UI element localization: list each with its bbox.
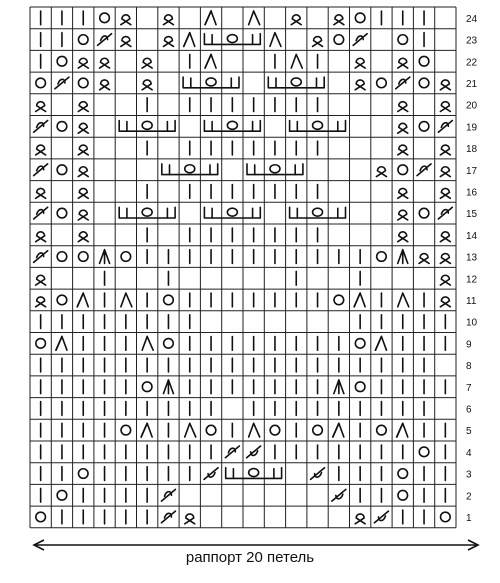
stitch-twisted-knit [398, 188, 408, 198]
stitch-yarn-over [419, 447, 429, 457]
row-number: 21 [466, 78, 478, 90]
stitch-cable-cross [204, 207, 260, 218]
row-number: 13 [466, 252, 478, 264]
stitch-cable-cross [204, 34, 260, 45]
stitch-yarn-over [121, 252, 131, 262]
stitch-yarn-over [78, 469, 88, 479]
stitch-ssk [270, 33, 281, 47]
stitch-twisted-stitch-left [225, 446, 239, 458]
stitch-yarn-over [377, 252, 387, 262]
stitch-twisted-stitch-right [247, 446, 261, 458]
stitch-twisted-stitch-left [353, 34, 367, 46]
stitch-central-double-decrease [163, 380, 173, 394]
stitch-yarn-over [78, 78, 88, 88]
stitch-twisted-stitch-left [417, 164, 431, 176]
stitch-twisted-stitch-right [204, 468, 218, 480]
stitch-yarn-over [419, 122, 429, 132]
row-number: 20 [466, 100, 478, 112]
stitch-twisted-stitch-left [396, 77, 410, 89]
stitch-yarn-over [57, 165, 67, 175]
stitch-twisted-knit [36, 145, 46, 155]
stitch-twisted-knit [142, 80, 152, 90]
stitch-yarn-over [57, 208, 67, 218]
stitch-twisted-knit [440, 102, 450, 112]
stitch-k2tog [205, 54, 216, 68]
stitch-twisted-knit [398, 58, 408, 68]
stitch-yarn-over [398, 165, 408, 175]
stitch-ssk [121, 293, 132, 307]
row-number: 1 [466, 512, 472, 524]
stitch-yarn-over [57, 252, 67, 262]
stitch-twisted-knit [78, 210, 88, 220]
row-number: 17 [466, 165, 478, 177]
stitch-yarn-over [398, 35, 408, 45]
stitch-twisted-stitch-right [311, 468, 325, 480]
stitch-twisted-stitch-right [332, 489, 346, 501]
stitch-twisted-knit [440, 188, 450, 198]
stitch-yarn-over [334, 35, 344, 45]
stitch-twisted-knit [355, 58, 365, 68]
stitch-twisted-knit [78, 123, 88, 133]
stitch-ssk [398, 293, 409, 307]
stitch-ssk [142, 337, 153, 351]
stitch-cable-cross [119, 121, 175, 132]
stitch-k2tog [354, 293, 365, 307]
row-number: 24 [466, 13, 478, 25]
stitch-twisted-knit [355, 80, 365, 90]
stitch-twisted-knit [121, 15, 131, 25]
stitch-twisted-knit [419, 254, 429, 264]
stitch-twisted-knit [440, 80, 450, 90]
stitch-twisted-knit [440, 275, 450, 285]
stitch-yarn-over [164, 295, 174, 305]
stitch-twisted-knit [78, 167, 88, 177]
stitch-twisted-stitch-left [161, 489, 175, 501]
row-number: 18 [466, 144, 478, 156]
stitch-twisted-knit [334, 15, 344, 25]
row-number: 4 [466, 447, 472, 459]
stitch-twisted-stitch-left [34, 207, 48, 219]
stitch-twisted-knit [398, 123, 408, 133]
stitch-yarn-over [419, 78, 429, 88]
stitch-twisted-stitch-left [161, 511, 175, 523]
stitch-twisted-knit [36, 232, 46, 242]
stitch-twisted-knit [163, 15, 173, 25]
stitch-twisted-knit [440, 167, 450, 177]
grid-lines [30, 7, 456, 528]
row-number: 8 [466, 361, 472, 373]
stitch-cable-cross [290, 121, 346, 132]
row-number: 9 [466, 339, 472, 351]
stitch-yarn-over [355, 13, 365, 23]
stitch-yarn-over [377, 78, 387, 88]
stitch-k2tog [77, 293, 88, 307]
stitch-twisted-stitch-left [34, 251, 48, 263]
stitch-k2tog [333, 423, 344, 437]
stitch-cable-cross [247, 164, 303, 175]
stitch-yarn-over [57, 295, 67, 305]
stitch-twisted-knit [291, 15, 301, 25]
stitch-twisted-knit [440, 254, 450, 264]
row-number: 10 [466, 317, 478, 329]
stitch-twisted-knit [100, 80, 110, 90]
stitch-twisted-knit [78, 232, 88, 242]
stitch-twisted-stitch-left [98, 34, 112, 46]
stitch-yarn-over [36, 339, 46, 349]
row-number: 15 [466, 209, 478, 221]
stitch-cable-cross [119, 207, 175, 218]
stitch-k2tog [205, 11, 216, 25]
stitch-twisted-knit [36, 297, 46, 307]
repeat-label: раппорт 20 петель [185, 549, 315, 566]
stitch-cable-cross [162, 164, 218, 175]
stitch-ssk [291, 54, 302, 68]
stitch-central-double-decrease [334, 380, 344, 394]
stitch-twisted-knit [78, 102, 88, 112]
stitch-twisted-knit [163, 37, 173, 47]
stitch-twisted-knit [100, 58, 110, 68]
stitch-ssk [249, 423, 260, 437]
stitch-twisted-knit [36, 275, 46, 285]
stitch-yarn-over [164, 339, 174, 349]
stitch-yarn-over [334, 295, 344, 305]
stitch-twisted-knit [78, 58, 88, 68]
stitch-k2tog [184, 33, 195, 47]
stitch-yarn-over [398, 490, 408, 500]
stitch-twisted-knit [185, 514, 195, 524]
row-number: 11 [466, 295, 477, 307]
stitch-twisted-stitch-left [438, 121, 452, 133]
row-number: 2 [466, 491, 472, 503]
row-number: 12 [466, 274, 478, 286]
row-number: 6 [466, 404, 472, 416]
stitch-twisted-knit [376, 167, 386, 177]
row-number: 14 [466, 230, 478, 242]
stitch-yarn-over [355, 382, 365, 392]
stitch-twisted-stitch-left [438, 207, 452, 219]
stitch-twisted-knit [440, 145, 450, 155]
row-number: 3 [466, 469, 472, 481]
stitch-yarn-over [441, 512, 451, 522]
row-number: 7 [466, 382, 472, 394]
stitch-twisted-stitch-left [34, 164, 48, 176]
stitch-yarn-over [419, 56, 429, 66]
stitch-yarn-over [57, 122, 67, 132]
stitch-twisted-knit [313, 37, 323, 47]
stitch-yarn-over [142, 382, 152, 392]
stitch-yarn-over [78, 252, 88, 262]
stitch-twisted-knit [78, 188, 88, 198]
stitch-twisted-knit [440, 232, 450, 242]
stitch-twisted-knit [398, 210, 408, 220]
stitch-twisted-stitch-left [34, 121, 48, 133]
stitch-yarn-over [36, 78, 46, 88]
stitch-central-double-decrease [398, 250, 408, 264]
stitch-twisted-knit [398, 232, 408, 242]
stitch-yarn-over [121, 425, 131, 435]
stitch-twisted-knit [36, 102, 46, 112]
stitch-yarn-over [57, 490, 67, 500]
stitch-yarn-over [419, 208, 429, 218]
stitch-cable-cross [226, 468, 282, 479]
stitch-yarn-over [377, 425, 387, 435]
stitch-twisted-knit [36, 188, 46, 198]
stitch-yarn-over [398, 469, 408, 479]
stitch-k2tog [56, 337, 67, 351]
stitch-twisted-stitch-right [374, 511, 388, 523]
row-number: 22 [466, 57, 478, 69]
stitch-k2tog [375, 337, 386, 351]
stitch-cable-cross [268, 77, 324, 88]
stitch-yarn-over [100, 13, 110, 23]
stitch-twisted-knit [398, 102, 408, 112]
stitch-k2tog [141, 423, 152, 437]
stitch-ssk [249, 11, 260, 25]
row-number: 5 [466, 426, 472, 438]
stitch-twisted-stitch-left [55, 77, 69, 89]
stitch-ssk [185, 423, 196, 437]
stitch-yarn-over [270, 425, 280, 435]
stitch-twisted-knit [355, 514, 365, 524]
stitch-yarn-over [36, 512, 46, 522]
stitch-twisted-knit [121, 37, 131, 47]
stitch-yarn-over [313, 425, 323, 435]
stitch-cable-cross [290, 207, 346, 218]
row-number: 23 [466, 35, 478, 47]
stitch-twisted-knit [78, 145, 88, 155]
stitch-central-double-decrease [100, 250, 110, 264]
stitch-yarn-over [57, 56, 67, 66]
row-number: 19 [466, 122, 478, 134]
row-number: 16 [466, 187, 478, 199]
stitch-k2tog [397, 423, 408, 437]
stitch-cable-cross [204, 121, 260, 132]
stitch-yarn-over [206, 425, 216, 435]
stitch-yarn-over [78, 35, 88, 45]
stitch-twisted-knit [398, 145, 408, 155]
stitch-yarn-over [355, 339, 365, 349]
stitch-twisted-knit [142, 58, 152, 68]
stitch-cable-cross [183, 77, 239, 88]
stitch-twisted-knit [440, 297, 450, 307]
